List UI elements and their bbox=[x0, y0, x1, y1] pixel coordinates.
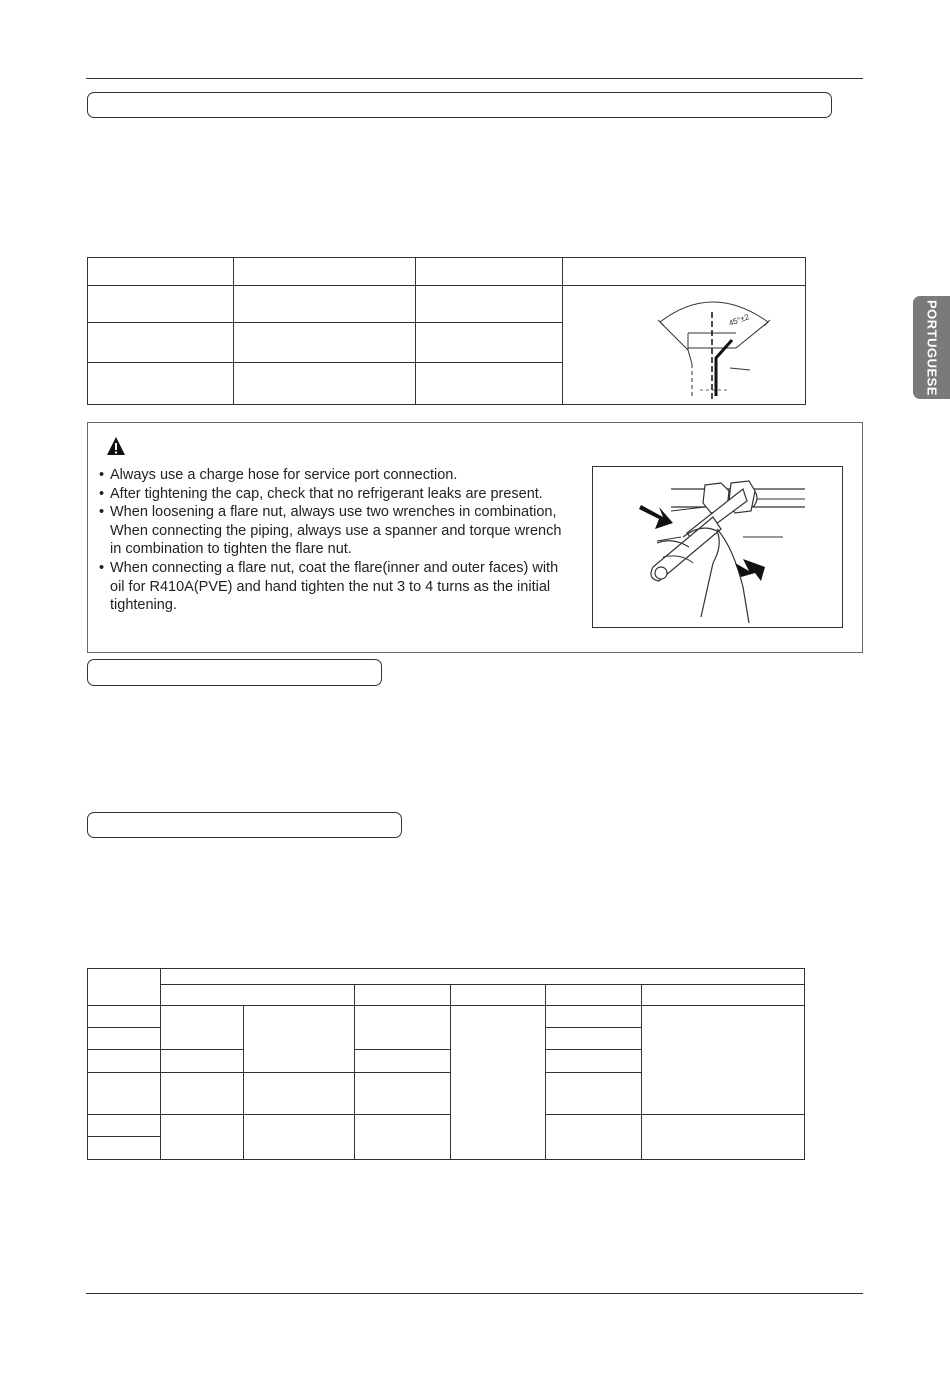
pipe-table-cell bbox=[87, 1005, 161, 1028]
force-arrow-icon bbox=[639, 505, 673, 529]
pipe-table-cell bbox=[545, 1005, 642, 1028]
pipe-table-cell bbox=[160, 1049, 244, 1073]
force-arrow-icon bbox=[735, 559, 765, 581]
pipe-table-cell bbox=[545, 1114, 642, 1160]
caution-bullet: • Always use a charge hose for service port connection. bbox=[99, 466, 569, 485]
pipe-table-cell bbox=[450, 1005, 546, 1160]
pipe-table-cell bbox=[545, 1049, 642, 1073]
flare-table-cell bbox=[415, 362, 563, 405]
pipe-table-cell bbox=[243, 1005, 355, 1073]
pipe-table-cell bbox=[641, 1005, 805, 1115]
flare-table-cell bbox=[87, 362, 234, 405]
warning-triangle-icon bbox=[106, 436, 126, 456]
pipe-table-cell bbox=[354, 1072, 451, 1115]
pipe-table-cell bbox=[87, 1136, 161, 1160]
caution-bullet-list bbox=[99, 466, 569, 615]
pipe-table-cell bbox=[354, 1049, 451, 1073]
pipe-table-cell bbox=[354, 1114, 451, 1160]
bottom-rule bbox=[86, 1293, 863, 1294]
pipe-table-cell bbox=[243, 1114, 355, 1160]
pipe-table-cell bbox=[354, 984, 451, 1006]
pipe-table-cell bbox=[160, 1114, 244, 1160]
pipe-table-cell bbox=[87, 1072, 161, 1115]
flare-table-cell bbox=[233, 285, 416, 323]
flare-table-cell bbox=[87, 322, 234, 363]
flare-table-cell bbox=[415, 257, 563, 286]
pipe-table-cell bbox=[354, 1005, 451, 1050]
pipe-table-cell bbox=[641, 1114, 805, 1160]
flare-table-cell bbox=[233, 362, 416, 405]
pipe-table-cell bbox=[160, 968, 805, 985]
flare-table-cell bbox=[87, 257, 234, 286]
pipe-table-cell bbox=[160, 1072, 244, 1115]
caution-bullet: • When loosening a flare nut, always use two wrenches in combination, When connecting the piping, always use a spanner and torque wrench in combination to tighten the flare nut. bbox=[99, 503, 569, 559]
caution-bullet: • After tightening the cap, check that no refrigerant leaks are present. bbox=[99, 485, 569, 504]
pipe-table-cell bbox=[160, 1005, 244, 1050]
pipe-table-cell bbox=[545, 984, 642, 1006]
pipe-table-cell bbox=[243, 1072, 355, 1115]
flare-table-cell bbox=[233, 257, 416, 286]
pipe-table-cell bbox=[545, 1072, 642, 1115]
flare-table-cell bbox=[87, 285, 234, 323]
flare-diagram bbox=[640, 290, 790, 402]
language-side-tab bbox=[913, 296, 950, 399]
pipe-table-cell bbox=[87, 1049, 161, 1073]
pipe-table-cell bbox=[641, 984, 805, 1006]
flare-table-cell bbox=[415, 285, 563, 323]
pipe-table-cell bbox=[87, 1114, 161, 1137]
section-header-bar-2 bbox=[87, 659, 382, 686]
section-header-bar-1 bbox=[87, 92, 832, 118]
section-header-bar-3 bbox=[87, 812, 402, 838]
pipe-table-cell bbox=[87, 1027, 161, 1050]
flare-table-cell bbox=[562, 257, 806, 286]
flare-table-cell bbox=[415, 322, 563, 363]
flare-angle-label: 45°±2 bbox=[727, 312, 751, 328]
flare-table-cell bbox=[233, 322, 416, 363]
pipe-table-cell bbox=[160, 984, 355, 1006]
pipe-table-cell bbox=[545, 1027, 642, 1050]
caution-bullet: • When connecting a flare nut, coat the flare(inner and outer faces) with oil for R410A(PVE) and hand tighten the nut 3 to 4 turns as the initial tightening. bbox=[99, 559, 569, 615]
top-rule bbox=[86, 78, 863, 79]
language-tab-label: PORTUGUESE bbox=[924, 299, 939, 396]
pipe-table-cell bbox=[450, 984, 546, 1006]
pipe-table-cell bbox=[87, 968, 161, 1006]
wrench-illustration bbox=[593, 467, 842, 627]
